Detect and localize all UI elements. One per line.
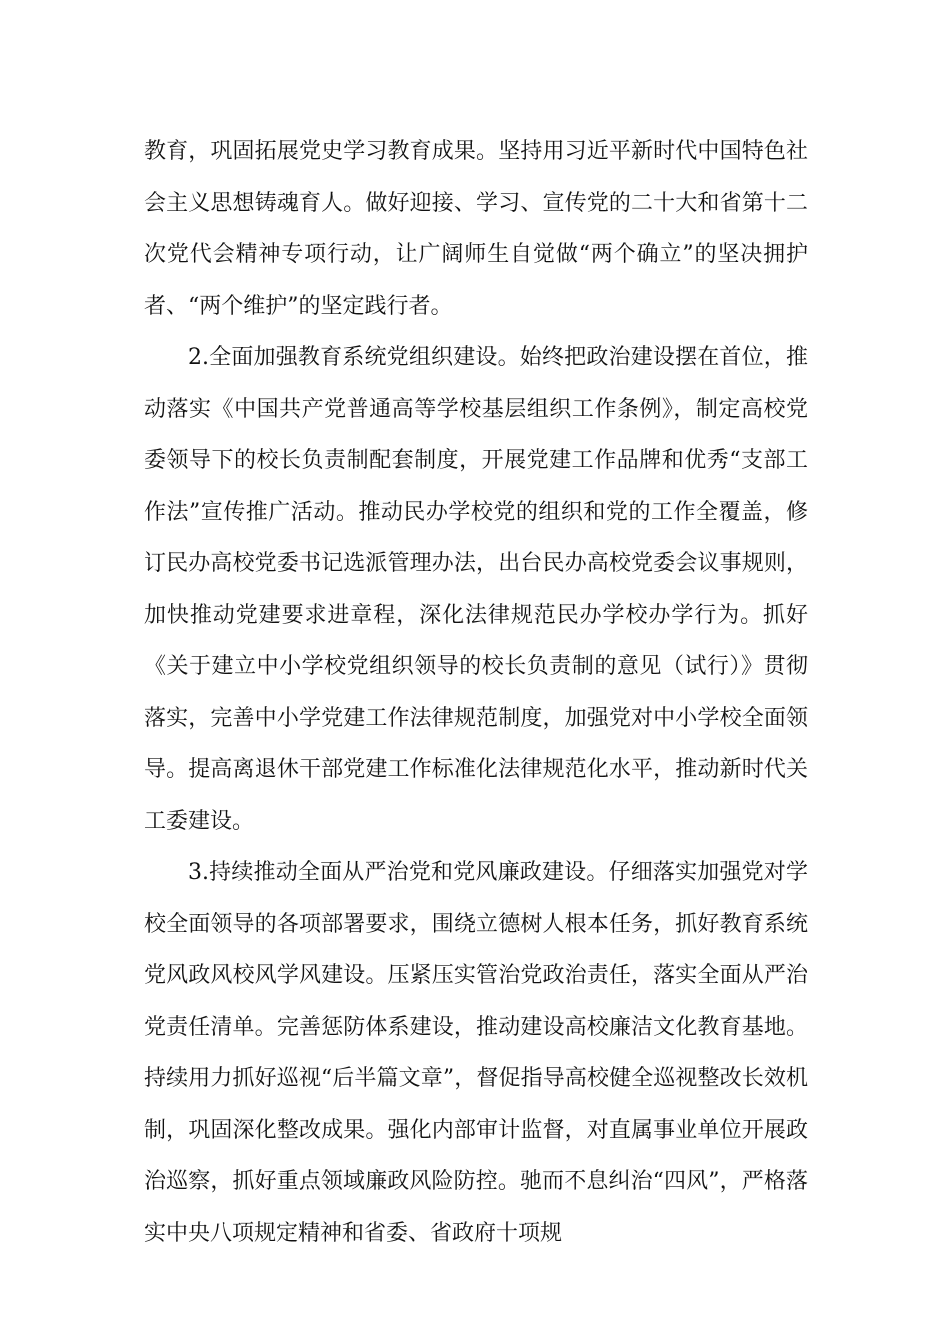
paragraph-continuation: 教育，巩固拓展党史学习教育成果。坚持用习近平新时代中国特色社会主义思想铸魂育人。做好迎接、学习、宣传党的二十大和省第十二次党代会精神专项行动，让广阔师生自觉做“两个确立”的坚决拥护者、“两个维护”的坚定践行者。	[144, 139, 808, 319]
paragraph-party-organization-building: 2.全面加强教育系统党组织建设。始终把政治建设摆在首位，推动落实《中国共产党普通高等学校基层组织工作条例》，制定高校党委领导下的校长负责制配套制度，开展党建工作品牌和优秀“支部工作法”宣传推广活动。推动民办学校党的组织和党的工作全覆盖，修订民办高校党委书记选派管理办法，出台民办高校党委会议事规则，加快推动党建要求进章程，深化法律规范民办学校办学行为。抓好《关于建立中小学校党组织领导的校长负责制的意见（试行）》贯彻落实，完善中小学党建工作法律规范制度，加强党对中小学校全面领导。提高离退休干部党建工作标准化法律规范化水平，推动新时代关工委建设。	[144, 345, 808, 834]
paragraph-strict-party-governance: 3.持续推动全面从严治党和党风廉政建设。仔细落实加强党对学校全面领导的各项部署要求，围绕立德树人根本任务，抓好教育系统党风政风校风学风建设。压紧压实管治党政治责任，落实全面从严治党责任清单。完善惩防体系建设，推动建设高校廉洁文化教育基地。持续用力抓好巡视“后半篇文章”，督促指导高校健全巡视整改长效机制，巩固深化整改成果。强化内部审计监督，对直属事业单位开展政治巡察，抓好重点领域廉政风险防控。驰而不息纠治“四风”，严格落实中央八项规定精神和省委、省政府十项规	[144, 860, 808, 1246]
document-page	[144, 126, 808, 1259]
